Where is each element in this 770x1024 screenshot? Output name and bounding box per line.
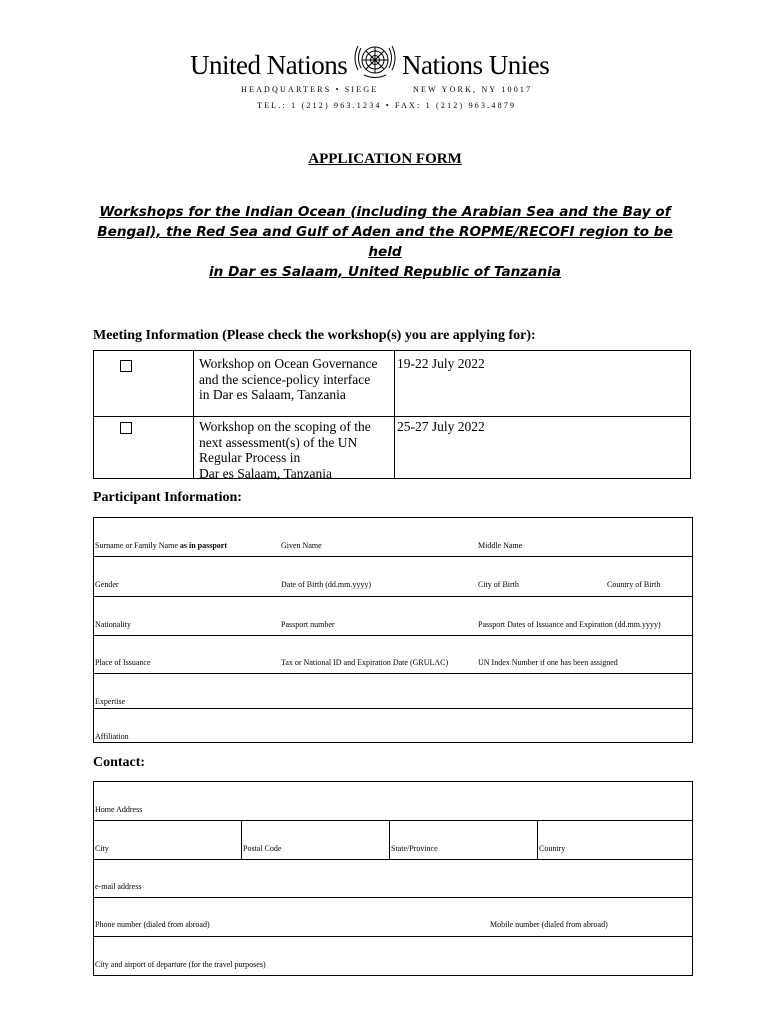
workshop-title-line-1: Workshops for the Indian Ocean (including the Arabian Sea and the Bay of bbox=[99, 204, 671, 220]
departure-field[interactable]: City and airport of departure (for the travel purposes) bbox=[95, 960, 266, 969]
org-name-french: Nations Unies bbox=[402, 50, 550, 80]
nationality-field[interactable]: Nationality bbox=[95, 620, 131, 629]
participant-heading: Participant Information: bbox=[93, 490, 242, 505]
workshop-1-date: 19-22 July 2022 bbox=[397, 356, 485, 371]
state-field[interactable]: State/Province bbox=[391, 844, 438, 853]
meeting-heading: Meeting Information (Please check the workshop(s) you are applying for): bbox=[93, 328, 536, 343]
hq-line-right: NEW YORK, NY 10017 bbox=[413, 85, 533, 94]
workshop-2-name: Workshop on the scoping of the next assessment(s) of the UN Regular Process in Dar es Salaam, Tanzania bbox=[199, 419, 371, 481]
affiliation-field[interactable]: Affiliation bbox=[95, 732, 129, 741]
workshop-title bbox=[80, 202, 690, 282]
participant-table bbox=[93, 517, 693, 743]
contact-heading: Contact: bbox=[93, 755, 146, 770]
checkbox-workshop-1[interactable] bbox=[120, 360, 132, 372]
country-of-birth-field[interactable]: Country of Birth bbox=[607, 580, 661, 589]
meeting-table bbox=[93, 350, 691, 479]
hq-line-left: HEADQUARTERS • SIEGE bbox=[241, 85, 379, 94]
city-of-birth-field[interactable]: City of Birth bbox=[478, 580, 519, 589]
email-field[interactable]: e-mail address bbox=[95, 882, 142, 891]
workshop-1-name: Workshop on Ocean Governance and the science-policy interface in Dar es Salaam, Tanzania bbox=[199, 356, 378, 402]
surname-field[interactable]: Surname or Family Name as in passport bbox=[95, 541, 227, 550]
postal-code-field[interactable]: Postal Code bbox=[243, 844, 282, 853]
expertise-field[interactable]: Expertise bbox=[95, 697, 126, 706]
contact-table bbox=[93, 781, 693, 976]
org-name-english: United Nations bbox=[190, 50, 348, 80]
phone-field[interactable]: Phone number (dialed from abroad) bbox=[95, 920, 210, 929]
home-address-field[interactable]: Home Address bbox=[95, 805, 143, 814]
mobile-field[interactable]: Mobile number (dialed from abroad) bbox=[490, 920, 608, 929]
gender-field[interactable]: Gender bbox=[95, 580, 119, 589]
country-field[interactable]: Country bbox=[539, 844, 566, 853]
dob-field[interactable]: Date of Birth (dd.mm.yyyy) bbox=[281, 580, 371, 589]
workshop-2-date: 25-27 July 2022 bbox=[397, 419, 485, 434]
workshop-title-line-2: Bengal), the Red Sea and Gulf of Aden and the ROPME/RECOFI region to be held bbox=[97, 224, 673, 260]
city-field[interactable]: City bbox=[95, 844, 109, 853]
un-index-field[interactable]: UN Index Number if one has been assigned bbox=[478, 658, 618, 667]
given-name-field[interactable]: Given Name bbox=[281, 541, 322, 550]
form-title: APPLICATION FORM bbox=[308, 151, 462, 167]
middle-name-field[interactable]: Middle Name bbox=[478, 541, 523, 550]
contact-line: TEL.: 1 (212) 963.1234 • FAX: 1 (212) 963.4879 bbox=[257, 101, 517, 110]
workshop-title-line-3: in Dar es Salaam, United Republic of Tanzania bbox=[209, 264, 561, 280]
un-emblem-icon bbox=[352, 40, 398, 82]
passport-dates-field[interactable]: Passport Dates of Issuance and Expiration (dd.mm.yyyy) bbox=[478, 620, 661, 629]
passport-number-field[interactable]: Passport number bbox=[281, 620, 335, 629]
checkbox-workshop-2[interactable] bbox=[120, 422, 132, 434]
tax-id-field[interactable]: Tax or National ID and Expiration Date (GRULAC) bbox=[281, 658, 449, 667]
place-of-issuance-field[interactable]: Place of Issuance bbox=[95, 658, 151, 667]
